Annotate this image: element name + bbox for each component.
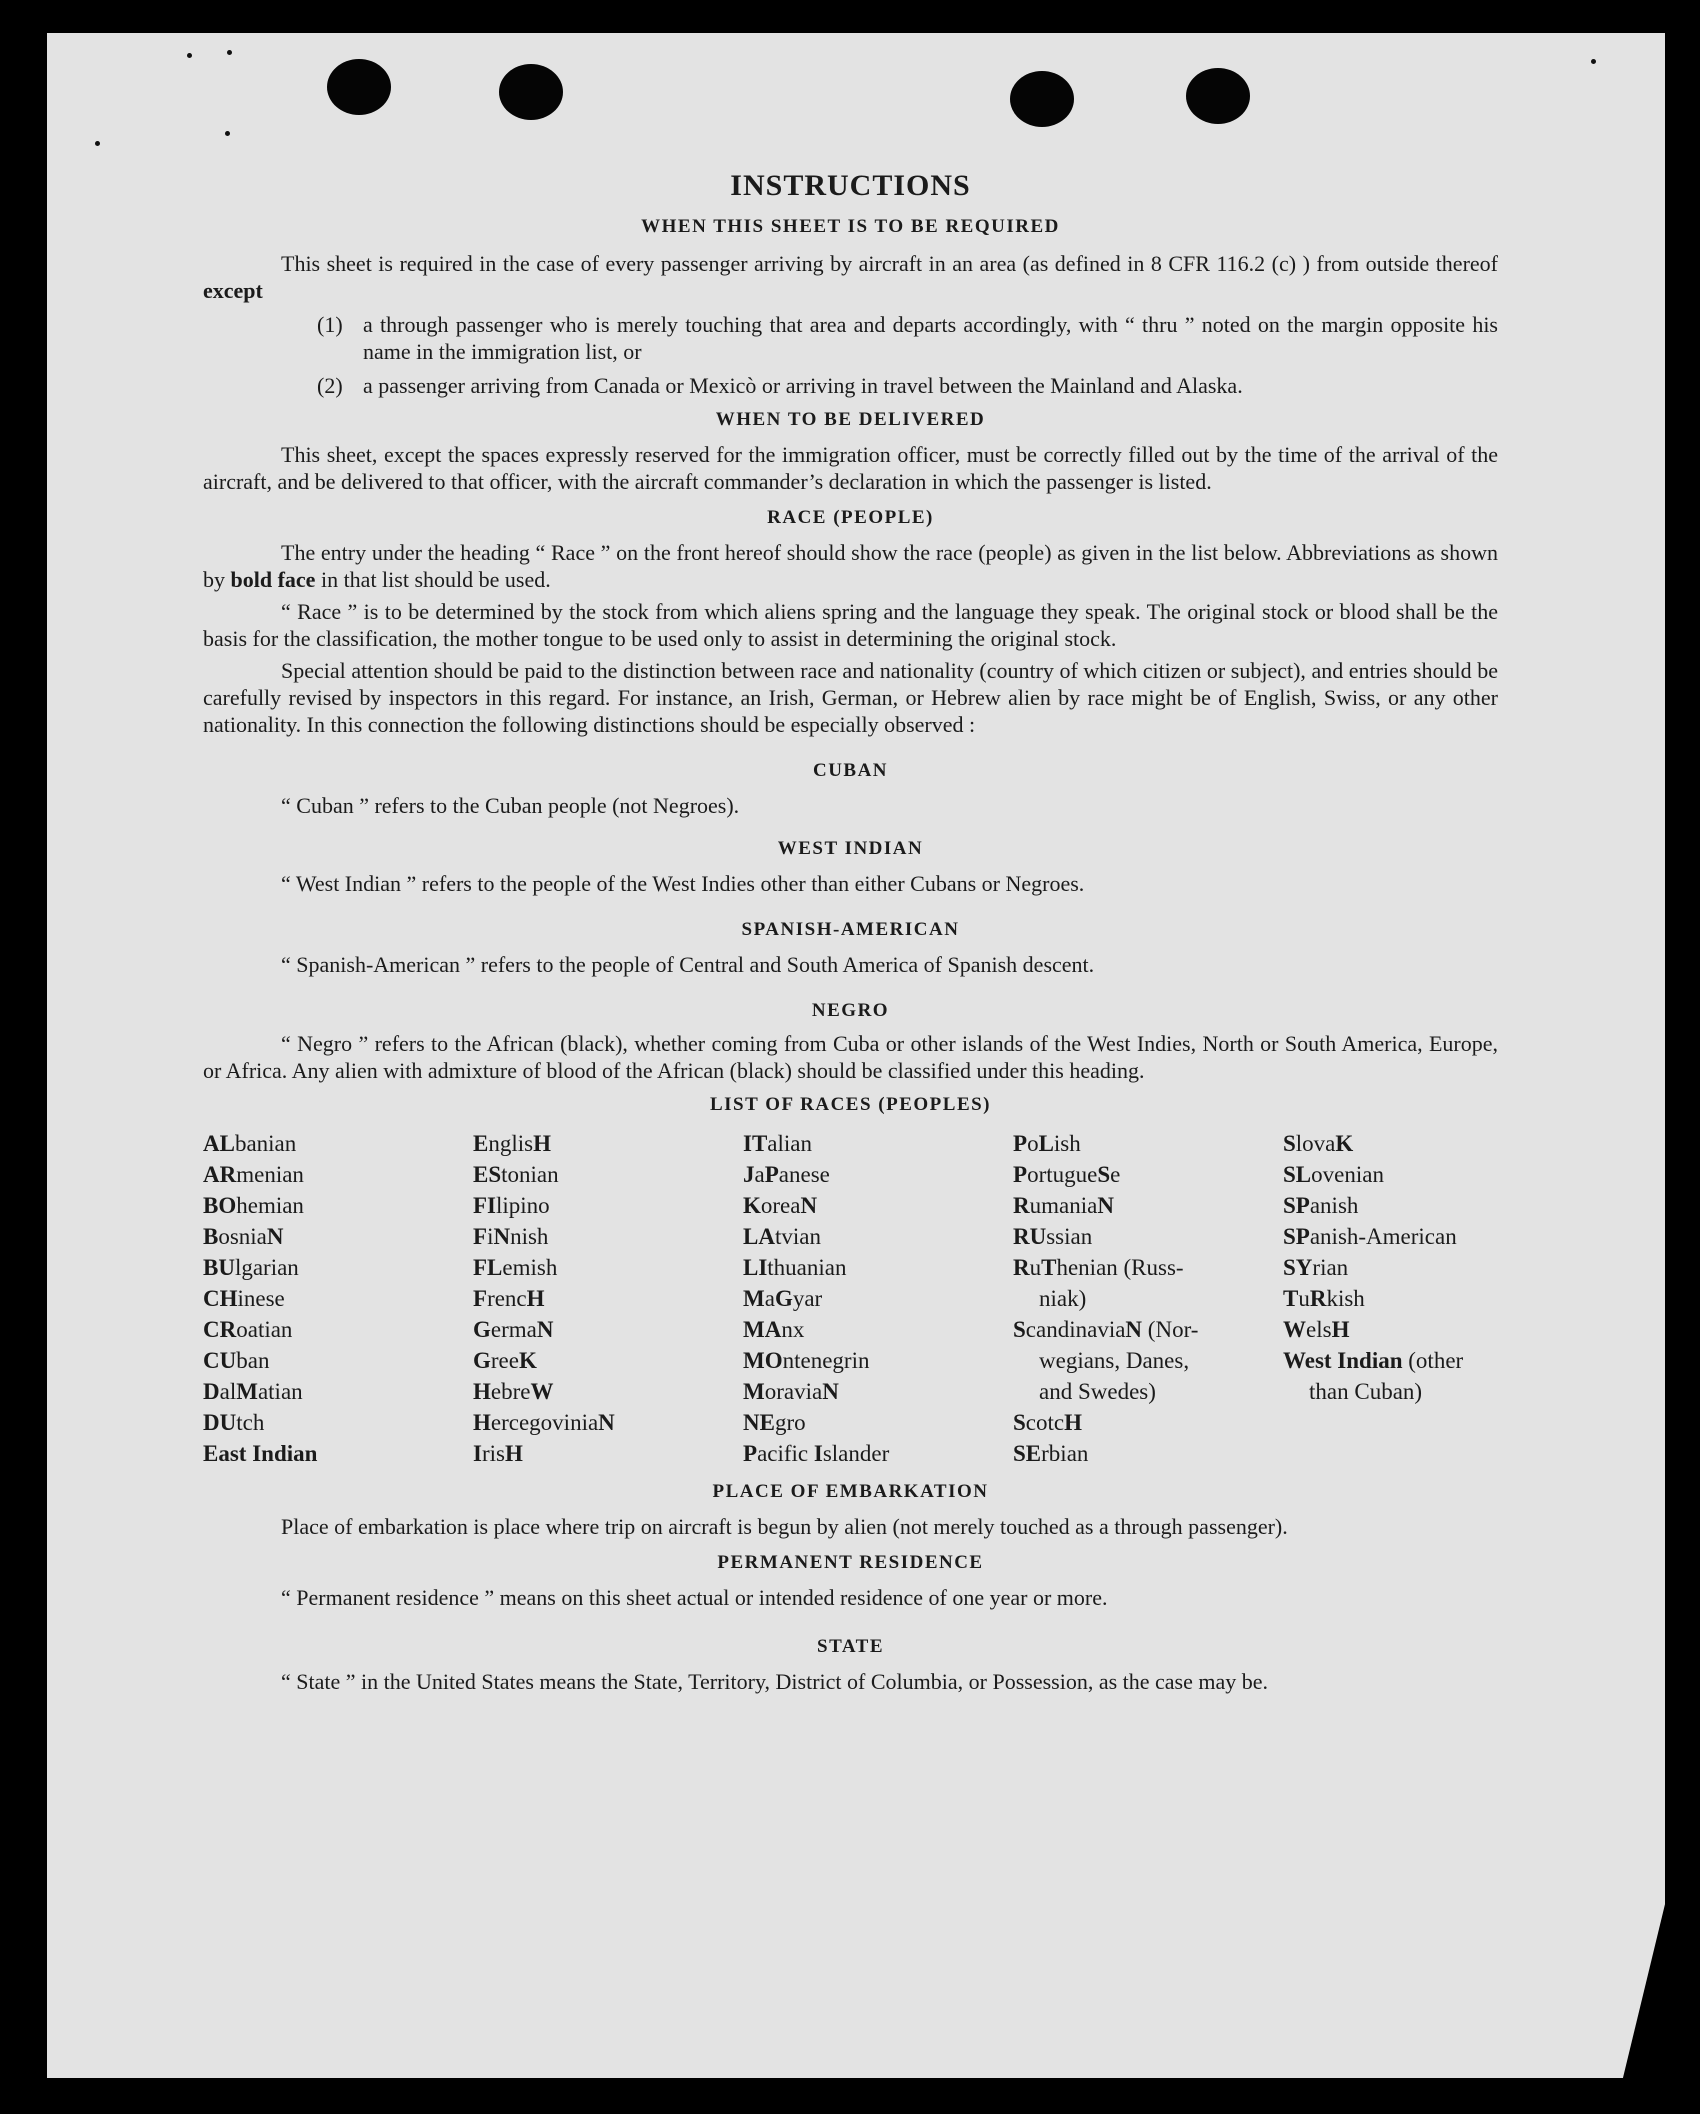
item-number: (1) (317, 312, 343, 337)
race-entry (203, 1159, 473, 1190)
race-abbrev: I (813, 1441, 823, 1466)
race-abbrev: T (1041, 1255, 1057, 1280)
race-text: i (487, 1224, 494, 1249)
race-abbrev: LA (743, 1224, 775, 1249)
race-entry (203, 1190, 473, 1221)
item-text: a through passenger who is merely touching that area and departs accordingly, with “ thru ” noted on the margin opposite his name in the immigration list, or (363, 312, 1498, 364)
race-entry (1013, 1438, 1283, 1469)
race-text: a (754, 1162, 765, 1187)
race-abbrev: H (1331, 1317, 1350, 1342)
section-heading: LIST OF RACES (PEOPLES) (709, 1094, 992, 1115)
race-abbrev: P (1013, 1162, 1028, 1187)
race-abbrev: IT (743, 1131, 768, 1156)
race-text: inese (237, 1286, 285, 1311)
race-abbrev: FL (473, 1255, 503, 1280)
race-abbrev: S (1013, 1317, 1026, 1342)
paragraph: Place of embarkation is place where trip on aircraft is begun by alien (not merely touched as a through passenger). (281, 1514, 1288, 1539)
race-column (743, 1128, 1013, 1469)
race-abbrev: D (203, 1379, 220, 1404)
race-abbrev: RU (1013, 1224, 1047, 1249)
race-entry (743, 1314, 1013, 1345)
race-text: renc (487, 1286, 527, 1311)
race-abbrev: F (473, 1286, 488, 1311)
paragraph: “ State ” in the United States means the State, Territory, District of Columbia, or Possession, as the case may be. (281, 1669, 1269, 1694)
speck (187, 53, 192, 58)
section-heading: RACE (PEOPLE) (767, 507, 934, 528)
race-text: a (764, 1286, 775, 1311)
race-abbrev: W (1283, 1317, 1306, 1342)
race-text: orea (760, 1193, 801, 1218)
speck (1591, 59, 1596, 64)
race-text: rian (1312, 1255, 1349, 1280)
race-entry (1283, 1252, 1498, 1283)
race-text: lgarian (234, 1255, 299, 1280)
race-text: els (1306, 1317, 1332, 1342)
race-entry: than Cuban) (1309, 1379, 1423, 1404)
race-text: erma (490, 1317, 537, 1342)
race-text: kish (1326, 1286, 1365, 1311)
race-entry (203, 1438, 473, 1469)
text: in that list should be used. (315, 567, 551, 592)
race-text: emish (502, 1255, 558, 1280)
race-abbrev: G (473, 1348, 491, 1373)
race-abbrev: R (1013, 1193, 1030, 1218)
paragraph: “ West Indian ” refers to the people of the West Indies other than either Cubans or Negroes. (281, 871, 1085, 896)
race-entry (203, 1283, 473, 1314)
race-entry (1013, 1407, 1283, 1438)
race-entry (1013, 1252, 1283, 1283)
race-abbrev: P (764, 1162, 779, 1187)
race-text: acific (757, 1441, 814, 1466)
race-text: banian (234, 1131, 297, 1156)
race-entry (1013, 1190, 1283, 1221)
race-text: nish (510, 1224, 549, 1249)
race-text: o (1027, 1131, 1039, 1156)
race-text: tch (236, 1410, 265, 1435)
race-abbrev: F (473, 1224, 488, 1249)
race-text: al (219, 1379, 237, 1404)
list-item (317, 372, 1498, 399)
race-text: ntenegrin (782, 1348, 870, 1373)
race-text: e (1110, 1162, 1121, 1187)
instructions-content (203, 168, 1498, 1695)
race-text: gro (774, 1410, 806, 1435)
race-abbrev: P (743, 1441, 758, 1466)
race-abbrev: SY (1283, 1255, 1313, 1280)
race-entry (743, 1438, 1013, 1469)
race-abbrev: G (473, 1317, 491, 1342)
race-entry (473, 1345, 743, 1376)
race-entry (743, 1159, 1013, 1190)
race-column (203, 1128, 473, 1469)
race-entry (1013, 1221, 1283, 1252)
race-abbrev: AR (203, 1162, 237, 1187)
paragraph: “ Permanent residence ” means on this sheet actual or intended residence of one year or more. (281, 1585, 1108, 1610)
race-abbrev: N (1125, 1317, 1143, 1342)
race-text: ssian (1046, 1224, 1093, 1249)
race-text: candinavia (1025, 1317, 1126, 1342)
race-entry (203, 1376, 473, 1407)
race-abbrev: M (743, 1286, 765, 1311)
race-abbrev: N (598, 1410, 615, 1435)
race-text: ris (481, 1441, 505, 1466)
race-entry (1283, 1283, 1498, 1314)
bold-text: bold face (230, 567, 316, 592)
race-entry (1013, 1128, 1283, 1159)
race-text: osnia (218, 1224, 267, 1249)
race-abbrev: R (1309, 1286, 1327, 1311)
race-list (203, 1128, 1498, 1469)
race-abbrev: P (1013, 1131, 1028, 1156)
paragraph: “ Spanish-American ” refers to the people of Central and South America of Spanish descent. (281, 952, 1095, 977)
page-title: INSTRUCTIONS (730, 169, 971, 202)
race-text: lova (1295, 1131, 1336, 1156)
race-entry (473, 1438, 743, 1469)
section-heading: WHEN TO BE DELIVERED (715, 409, 986, 430)
race-entry (473, 1128, 743, 1159)
speck (225, 131, 230, 136)
race-abbrev: N (493, 1224, 511, 1249)
race-text: thuanian (767, 1255, 847, 1280)
race-entry (473, 1376, 743, 1407)
race-entry (203, 1252, 473, 1283)
race-abbrev: M (743, 1379, 765, 1404)
race-abbrev: CR (203, 1317, 237, 1342)
race-entry: wegians, Danes, (1039, 1348, 1190, 1373)
race-entry (1283, 1314, 1498, 1345)
race-entry (743, 1283, 1013, 1314)
race-abbrev: S (1013, 1410, 1026, 1435)
race-abbrev: S (1283, 1131, 1296, 1156)
race-entry (1283, 1345, 1498, 1376)
bold-text: except (203, 278, 263, 303)
race-entry (1283, 1128, 1498, 1159)
race-abbrev: SP (1283, 1224, 1310, 1249)
race-abbrev: H (533, 1131, 551, 1156)
list-item (317, 311, 1498, 365)
race-abbrev: G (774, 1286, 793, 1311)
race-text: ovenian (1311, 1162, 1384, 1187)
race-text: alian (767, 1131, 812, 1156)
race-entry (1283, 1159, 1498, 1190)
race-abbrev: BU (203, 1255, 235, 1280)
race-entry (1283, 1221, 1498, 1252)
section-heading: NEGRO (811, 1000, 890, 1021)
paragraph: “ Cuban ” refers to the Cuban people (not Negroes). (281, 793, 740, 818)
race-abbrev: H (526, 1286, 545, 1311)
punch-hole (499, 64, 563, 120)
race-abbrev: CH (203, 1286, 238, 1311)
race-entry (203, 1221, 473, 1252)
race-abbrev: J (743, 1162, 755, 1187)
race-entry (1283, 1190, 1498, 1221)
race-entry (473, 1159, 743, 1190)
race-entry (1013, 1314, 1283, 1345)
race-abbrev: M (236, 1379, 258, 1404)
race-text: henian (Russ- (1056, 1255, 1184, 1280)
race-text: u (1298, 1286, 1310, 1311)
race-entry (743, 1190, 1013, 1221)
race-abbrev: MA (743, 1317, 782, 1342)
speck (227, 50, 232, 55)
section-heading: SPANISH-AMERICAN (741, 919, 960, 940)
race-entry (203, 1407, 473, 1438)
text: This sheet is required in the case of every passenger arriving by aircraft in an area (as defined in 8 CFR 116.2 (c) ) from outside thereof (281, 251, 1498, 276)
race-text: atian (257, 1379, 303, 1404)
section-heading: PERMANENT RESIDENCE (717, 1552, 984, 1573)
race-text: ish (1053, 1131, 1081, 1156)
race-abbrev: E (473, 1131, 489, 1156)
race-abbrev: SP (1283, 1193, 1310, 1218)
race-text: ortugue (1027, 1162, 1098, 1187)
race-abbrev: H (1064, 1410, 1082, 1435)
race-abbrev: L (1038, 1131, 1054, 1156)
race-text: tvian (774, 1224, 821, 1249)
paragraph (203, 250, 1498, 304)
text: The entry under the heading “ Race ” on the front hereof should show the race (people) as given in the list below. Abbreviations as shown by (203, 540, 1498, 592)
race-column (1013, 1128, 1283, 1469)
race-text: nglis (488, 1131, 534, 1156)
race-text: umania (1029, 1193, 1098, 1218)
race-entry (203, 1314, 473, 1345)
race-abbrev: East Indian (203, 1441, 318, 1466)
race-abbrev: N (800, 1193, 818, 1218)
speck (95, 141, 100, 146)
race-abbrev: K (743, 1193, 761, 1218)
race-text: ercegovinia (490, 1410, 599, 1435)
race-abbrev: R (1013, 1255, 1030, 1280)
race-text: lipino (496, 1193, 550, 1218)
race-abbrev: DU (203, 1410, 237, 1435)
race-entry (203, 1345, 473, 1376)
race-text: (Nor- (1142, 1317, 1199, 1342)
race-abbrev: S (1097, 1162, 1111, 1187)
race-abbrev: T (1283, 1286, 1299, 1311)
paragraph (203, 539, 1498, 593)
race-text: oatian (236, 1317, 293, 1342)
race-text: slander (822, 1441, 890, 1466)
race-text: (other (1402, 1348, 1464, 1373)
race-text: anish (1309, 1193, 1359, 1218)
race-text: menian (236, 1162, 304, 1187)
race-text: tonian (501, 1162, 559, 1187)
race-abbrev: ES (473, 1162, 502, 1187)
race-entry (473, 1314, 743, 1345)
race-abbrev: I (473, 1441, 482, 1466)
race-column (1283, 1128, 1498, 1469)
race-abbrev: CU (203, 1348, 237, 1373)
race-abbrev: LI (743, 1255, 768, 1280)
race-entry (473, 1252, 743, 1283)
section-heading: WHEN THIS SHEET IS TO BE REQUIRED (641, 216, 1060, 237)
race-entry (743, 1252, 1013, 1283)
race-abbrev: BO (203, 1193, 237, 1218)
race-abbrev: N (1097, 1193, 1114, 1218)
race-abbrev: AL (203, 1131, 235, 1156)
race-text: u (1029, 1255, 1042, 1280)
paragraph: This sheet, except the spaces expressly reserved for the immigration officer, must be correctly filled out by the time of the arrival of the aircraft, and be delivered to that officer, with the aircraft commander’s declaration in which the passenger is listed. (203, 442, 1498, 494)
item-text: a passenger arriving from Canada or Mexicò or arriving in travel between the Mainland and Alaska. (363, 373, 1243, 398)
race-abbrev: B (203, 1224, 219, 1249)
race-entry: and Swedes) (1039, 1379, 1156, 1404)
punch-hole (1186, 68, 1250, 124)
punch-hole (327, 59, 391, 115)
paragraph: “ Negro ” refers to the African (black), whether coming from Cuba or other islands of the West Indies, North or South America, Europe, or Africa. Any alien with admixture of blood of the African (black) should be classified under this heading. (203, 1031, 1498, 1083)
race-abbrev: NE (743, 1410, 775, 1435)
race-text: rbian (1041, 1441, 1089, 1466)
paragraph: “ Race ” is to be determined by the stock from which aliens spring and the language they speak. The original stock or blood shall be the basis for the classification, the mother tongue to be used only to assist in determining the original stock. (203, 599, 1498, 651)
race-abbrev: W (530, 1379, 554, 1404)
race-abbrev: SE (1013, 1441, 1042, 1466)
race-abbrev: N (536, 1317, 554, 1342)
race-abbrev: H (504, 1441, 523, 1466)
race-text: nx (781, 1317, 805, 1342)
race-abbrev: H (473, 1379, 491, 1404)
race-entry (743, 1221, 1013, 1252)
punch-hole (1010, 71, 1074, 127)
section-heading: STATE (817, 1636, 884, 1657)
race-entry (743, 1345, 1013, 1376)
race-text: ebre (490, 1379, 531, 1404)
race-entry (743, 1376, 1013, 1407)
section-heading: CUBAN (812, 760, 889, 781)
race-abbrev: N (266, 1224, 284, 1249)
race-abbrev: K (1335, 1131, 1354, 1156)
race-text: oravia (764, 1379, 823, 1404)
race-entry (473, 1190, 743, 1221)
race-abbrev: H (473, 1410, 491, 1435)
race-text: anese (778, 1162, 830, 1187)
race-entry (473, 1221, 743, 1252)
race-text: ban (236, 1348, 270, 1373)
race-entry (203, 1128, 473, 1159)
race-column (473, 1128, 743, 1469)
race-entry (473, 1407, 743, 1438)
race-entry (743, 1128, 1013, 1159)
paragraph: Special attention should be paid to the distinction between race and nationality (country of which citizen or subject), and entries should be carefully revised by inspectors in this regard. For instance, an Irish, German, or Hebrew alien by race might be of English, Swiss, or any other nationality. In this connection the following distinctions should be especially observed : (203, 658, 1498, 737)
race-entry (1013, 1159, 1283, 1190)
race-text: cotc (1025, 1410, 1065, 1435)
race-text: hemian (236, 1193, 304, 1218)
race-entry: niak) (1039, 1286, 1087, 1311)
race-abbrev: SL (1283, 1162, 1312, 1187)
race-abbrev: N (822, 1379, 839, 1404)
section-heading: WEST INDIAN (777, 838, 924, 859)
race-text: yar (792, 1286, 823, 1311)
race-entry (473, 1283, 743, 1314)
race-text: ree (490, 1348, 519, 1373)
race-abbrev: West Indian (1283, 1348, 1403, 1373)
race-abbrev: FI (473, 1193, 496, 1218)
race-text: anish-American (1309, 1224, 1457, 1249)
item-number: (2) (317, 373, 343, 398)
race-entry (743, 1407, 1013, 1438)
race-abbrev: K (518, 1348, 537, 1373)
race-abbrev: MO (743, 1348, 783, 1373)
section-heading: PLACE OF EMBARKATION (712, 1481, 989, 1502)
